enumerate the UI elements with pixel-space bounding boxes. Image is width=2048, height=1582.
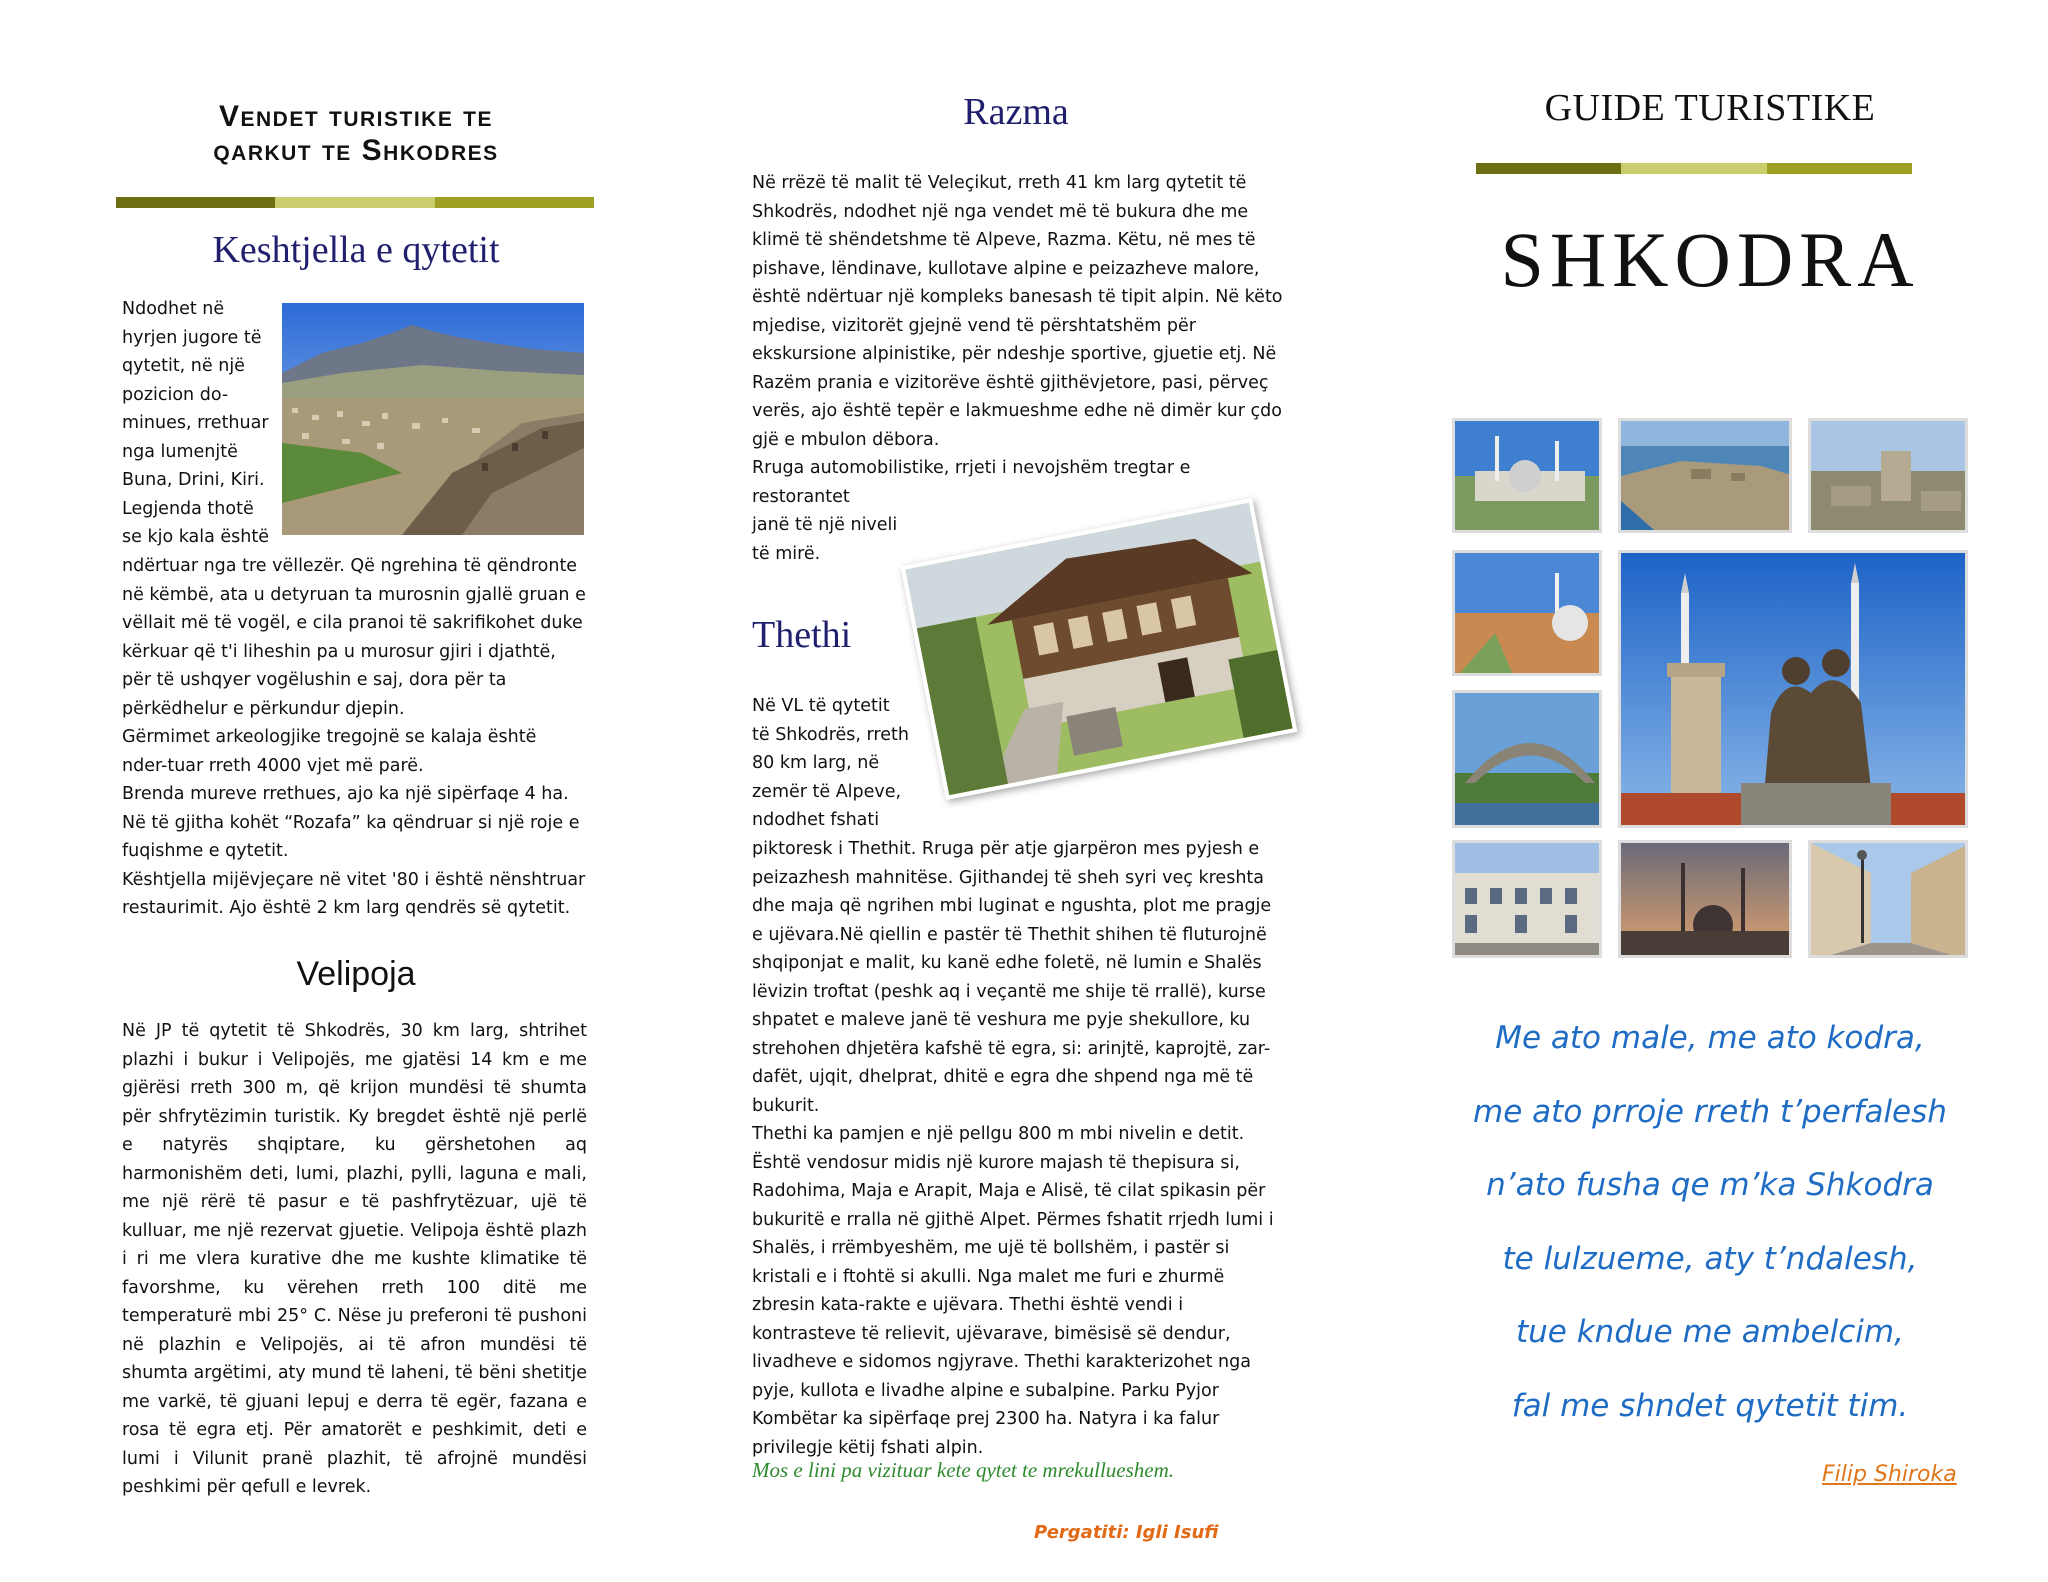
monument-tower-photo	[1618, 550, 1968, 828]
castle-line: Ndodhet në	[122, 299, 225, 319]
street-building-photo	[1452, 840, 1602, 958]
guide-title: GUIDE TURISTIKE	[1544, 87, 1876, 129]
velipoja-body	[122, 1017, 587, 1502]
thethi-paragraph: Thethi ka pamjen e një pellgu 800 m mbi nivelin e detit. Është vendosur midis një kurore majash të thepisura si, Radohima, Maja e Arapit, Maja e Alisë, të cilat spikasin për bukuritë e rralla në gjithë Alpet. Përmes fshatit rrjedh lumi i Shalës, i rrëmbyeshëm, me ujë të bollshëm, i pastër si kristali e i ftohtë si akulli. Nga malet me furi e zhurmë zbresin kata-rakte e ujëvara. Thethi është vendi i kontrasteve të relievit, ujëvarave, bimësisë së dendur, livadheve e sidomos ngjyrave. Thethi karakterizohet nga pyje, kullota e livadhe alpine e subalpine. Parku Pyjor Kombëtar ka sipërfaqe prej 2300 ha. Natyra i ka falur privilegje këtij fshati alpin.	[752, 1124, 1274, 1458]
poet-name: Filip Shiroka	[1822, 1462, 1957, 1487]
castle-paragraph: Në të gjitha kohët “Rozafa” ka qëndruar si një roje e fuqishme e qytetit.	[122, 812, 580, 861]
pedestrian-street-photo	[1808, 840, 1968, 958]
sunset-mosque-photo	[1618, 840, 1792, 958]
title-line-1: Vendet turistike te	[218, 100, 494, 133]
author-credit: Pergatiti: Igli Isufi	[1034, 1522, 1219, 1543]
razma-heading: Razma	[963, 91, 1069, 133]
razma-line: të mirë.	[752, 543, 821, 564]
castle-line: se kjo kala është	[122, 527, 270, 547]
velipoja-heading: Velipoja	[296, 955, 416, 993]
castle-body	[122, 552, 587, 923]
thethi-wrap-text	[752, 692, 922, 835]
castle-line: hyrjen jugore të	[122, 327, 262, 348]
castle-line: Legjenda thotë	[122, 498, 254, 519]
poem-line: tue kndue me ambelcim,	[1516, 1314, 1904, 1350]
castle-paragraph: Brenda mureve rrethues, ajo ka një sipërfaqe 4 ha.	[122, 784, 569, 804]
castle-wrap-text	[122, 295, 272, 552]
thethi-paragraph: piktoresk i Thethit. Rruga për atje gjarpëron mes pyjesh e peizazhesh mahnitëse. Gjithandej të sheh syri veç kreshta dhe maja që ngrihen mbi luginat e ngushta, plot me pragje e ujëvara.Në qiellin e pastër të Thethit shihen të fluturojnë shqiponjat e malit, ku kanë edhe foletë, në lumin e Shalës lëvizin troftat (peshk aq i veçantë me shije të rrallë), kurse shpatet e maleve janë të veshura me pyje shekullore, ku strehohen dhjetëra kafshë të egra, si: arinjtë, kaprojtë, zar-dafët, ujqit, dhelprat, dhitë e egra dhe shpend nga më të bukurit.	[752, 839, 1272, 1116]
poem-line: fal me shndet qytetit tim.	[1511, 1388, 1909, 1424]
thethi-line: ndodhet fshati	[752, 810, 880, 830]
castle-line: nga lumenjtë	[122, 441, 238, 462]
castle-paragraph: ndërtuar nga tre vëllezër. Që ngrehina të qëndronte në këmbë, ata u detyruan ta murosnin gjallë gruan e vëllait më të vogël, e cila pranoi të sakrifikohet duke kërkuar që t'i liheshin pa u murosur gjiri i djathtë, për të ushqyer vogëlushin e saj, dora për ta përkëdhelur e përkundur djepin.	[122, 556, 586, 719]
razma-line: janë të një niveli	[752, 515, 898, 535]
thethi-line: 80 km larg, në	[752, 753, 880, 773]
castle-paragraph: Kështjella mijëvjeçare në vitet '80 i është nënshtruar restaurimit. Ajo është 2 km larg qendrës së qytetit.	[122, 869, 586, 918]
section-title	[116, 100, 596, 168]
castle-ruins-photo	[1808, 418, 1968, 533]
mountain-city-photo	[282, 303, 584, 535]
mosque-aerial-photo	[1452, 418, 1602, 533]
thethi-line: zemër të Alpeve,	[752, 781, 902, 802]
razma-line: Rruga automobilistike, rrjeti i nevojshëm tregtar e restorantet	[752, 458, 1191, 507]
thethi-heading: Thethi	[752, 614, 852, 656]
velipoja-paragraph: Në JP të qytetit të Shkodrës, 30 km larg, shtrihet plazhi i bukur i Velipojës, me gjatësi 14 km e me gjërësi rreth 300 m, që krijon mundësi të shumta për shfrytëzimin turistik. Ky bregdet është një perlë e natyrës shqiptare, ku gërshetohen aq harmonishëm deti, lumi, plazhi, pylli, laguna e mali, me një rërë të pasur e të pashfrytëzuar, ujë të kulluar, me një rezervat gjuetie. Velipoja është plazh i ri me vlera kurative dhe me kushte klimatike të favorshme, ku vërehen rreth 100 ditë me temperaturë mbi 25° C. Nëse ju preferoni të pushoni në plazhin e Velipojës, ai të afron mundësi të shumta argëtimi, aty mund të laheni, të bëni shetitje me varkë, të gjuani lepuj e derra të egër, fazana e rosa të egra etj. Për amatorët e peshkimit, deti e lumi i Vilunit pranë plazhit, të afrojnë mundësi peshkimi për qefull e levrek.	[122, 1021, 587, 1497]
thethi-line: të Shkodrës, rreth	[752, 724, 909, 745]
closing-note: Mos e lini pa vizituar kete qytet te mrekullueshem.	[752, 1458, 1175, 1482]
title-line-2: qarkut te Shkodres	[213, 134, 499, 167]
city-mosque-photo	[1452, 550, 1602, 676]
castle-heading: Keshtjella e qytetit	[212, 229, 500, 271]
decorative-bar	[116, 197, 594, 208]
stone-bridge-photo	[1452, 690, 1602, 828]
castle-line: qytetit, në një	[122, 356, 245, 376]
castle-coast-photo	[1618, 418, 1792, 533]
poem-line: Me ato male, me ato kodra,	[1495, 1020, 1925, 1056]
poem-line: me ato prroje rreth t’perfalesh	[1473, 1094, 1947, 1130]
city-title: SHKODRA	[1500, 216, 1920, 303]
decorative-bar	[1476, 163, 1912, 174]
castle-line: Buna, Drini, Kiri.	[122, 470, 265, 490]
thethi-body	[752, 835, 1284, 1462]
razma-paragraph: Në rrëzë të malit të Veleçikut, rreth 41 km larg qytetit të Shkodrës, ndodhet një nga vendet më të bukura dhe me klimë të shëndetshme të Alpeve, Razma. Këtu, në mes të pishave, lëndinave, kullotave alpine e peizazheve malore, është ndërtuar një kompleks banesash të tipit alpin. Në këto mjedise, vizitorët gjejnë vend të përshtatshëm për ekskursione alpinistike, për ndeshje sportive, gjuetie etj. Në Razëm prania e vizitorëve është gjithëvjetore, pasi, përveç verës, ajo është tepër e lakmueshme edhe në dimër kur çdo gjë e mbulon dëbora.	[752, 173, 1283, 450]
thethi-line: Në VL të qytetit	[752, 696, 890, 716]
poem-line: n’ato fusha qe m’ka Shkodra	[1486, 1167, 1934, 1203]
poem-line: te lulzueme, aty t’ndalesh,	[1502, 1241, 1918, 1277]
castle-line: minues, rrethuar	[122, 413, 269, 433]
castle-line: pozicion do-	[122, 384, 229, 405]
castle-paragraph: Gërmimet arkeologjike tregojnë se kalaja është nder-tuar rreth 4000 vjet më parë.	[122, 727, 537, 776]
